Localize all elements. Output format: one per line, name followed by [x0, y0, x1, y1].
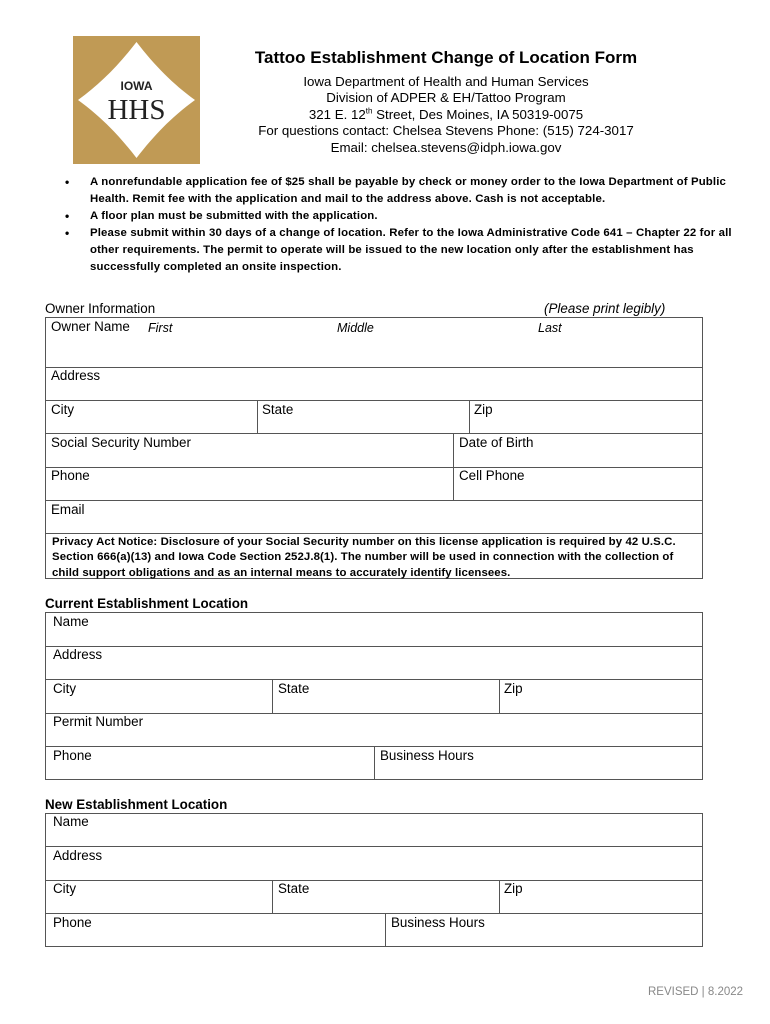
- division-name: Division of ADPER & EH/Tattoo Program: [326, 90, 566, 106]
- new-location-title: New Establishment Location: [45, 797, 228, 812]
- current-address-field[interactable]: Address: [53, 647, 103, 662]
- instruction-item: • Please submit within 30 days of a change of location. Refer to the Iowa Administrative Code 641 – Chapter 22 for all other requirements. The permit to operate will be issued to the new location only after the establishment has successfully completed an onsite inspection.: [42, 225, 732, 276]
- current-hours-field[interactable]: Business Hours: [380, 748, 474, 763]
- instruction-item: • A nonrefundable application fee of $25 shall be payable by check or money order to the Iowa Department of Public Health. Remit fee with the application and mail to the address above. Cash is not acceptable.: [42, 174, 732, 208]
- new-city-field[interactable]: City: [53, 881, 77, 896]
- iowa-hhs-logo: [73, 36, 200, 164]
- contact-line: For questions contact: Chelsea Stevens Phone: (515) 724-3017: [258, 123, 634, 139]
- privacy-act-notice: Privacy Act Notice: Disclosure of your Social Security number on this license application is required by 42 U.S.C. Section 666(a)(13) and Iowa Code Section 252J.8(1). The number will be used in connection with the collection of child support obligations and as an internal means to accurately identify licensees.: [52, 536, 676, 579]
- owner-city-field[interactable]: City: [51, 402, 75, 417]
- owner-phone-field[interactable]: Phone: [51, 468, 90, 483]
- current-name-field[interactable]: Name: [53, 614, 89, 629]
- owner-address-field[interactable]: Address: [51, 368, 101, 383]
- revision-footer: REVISED | 8.2022: [648, 986, 744, 998]
- owner-state-field[interactable]: State: [262, 402, 294, 417]
- current-location-title: Current Establishment Location: [45, 596, 249, 611]
- print-legibly-note: (Please print legibly): [544, 301, 666, 316]
- instruction-item: • A floor plan must be submitted with the application.: [42, 208, 732, 225]
- owner-section-title: Owner Information: [45, 301, 156, 316]
- svg-text:HHS: HHS: [107, 94, 166, 126]
- form-title: Tattoo Establishment Change of Location Form: [254, 48, 638, 67]
- first-name-field[interactable]: First: [148, 321, 173, 335]
- contact-email: Email: chelsea.stevens@idph.iowa.gov: [330, 139, 562, 155]
- owner-cell-field[interactable]: Cell Phone: [459, 468, 525, 483]
- mailing-address: 321 E. 12th Street, Des Moines, IA 50319-0075: [308, 106, 584, 122]
- new-phone-field[interactable]: Phone: [53, 915, 92, 930]
- new-name-field[interactable]: Name: [53, 814, 89, 829]
- dept-name: Iowa Department of Health and Human Services: [303, 74, 589, 89]
- new-zip-field[interactable]: Zip: [504, 881, 523, 896]
- new-state-field[interactable]: State: [278, 881, 310, 896]
- current-permit-field[interactable]: Permit Number: [53, 714, 144, 729]
- new-address-field[interactable]: Address: [53, 848, 103, 863]
- current-phone-field[interactable]: Phone: [53, 748, 92, 763]
- owner-name-label: Owner Name: [51, 319, 130, 334]
- owner-email-field[interactable]: Email: [51, 502, 85, 517]
- form-header: [236, 48, 656, 156]
- middle-name-field[interactable]: Middle: [337, 321, 374, 335]
- owner-dob-field[interactable]: Date of Birth: [459, 435, 534, 450]
- new-hours-field[interactable]: Business Hours: [391, 915, 485, 930]
- last-name-field[interactable]: Last: [538, 321, 562, 335]
- current-state-field[interactable]: State: [278, 681, 310, 696]
- current-zip-field[interactable]: Zip: [504, 681, 523, 696]
- instruction-list: [42, 174, 732, 276]
- owner-zip-field[interactable]: Zip: [474, 402, 493, 417]
- current-city-field[interactable]: City: [53, 681, 77, 696]
- owner-ssn-field[interactable]: Social Security Number: [51, 435, 191, 450]
- svg-text:IOWA: IOWA: [120, 79, 153, 93]
